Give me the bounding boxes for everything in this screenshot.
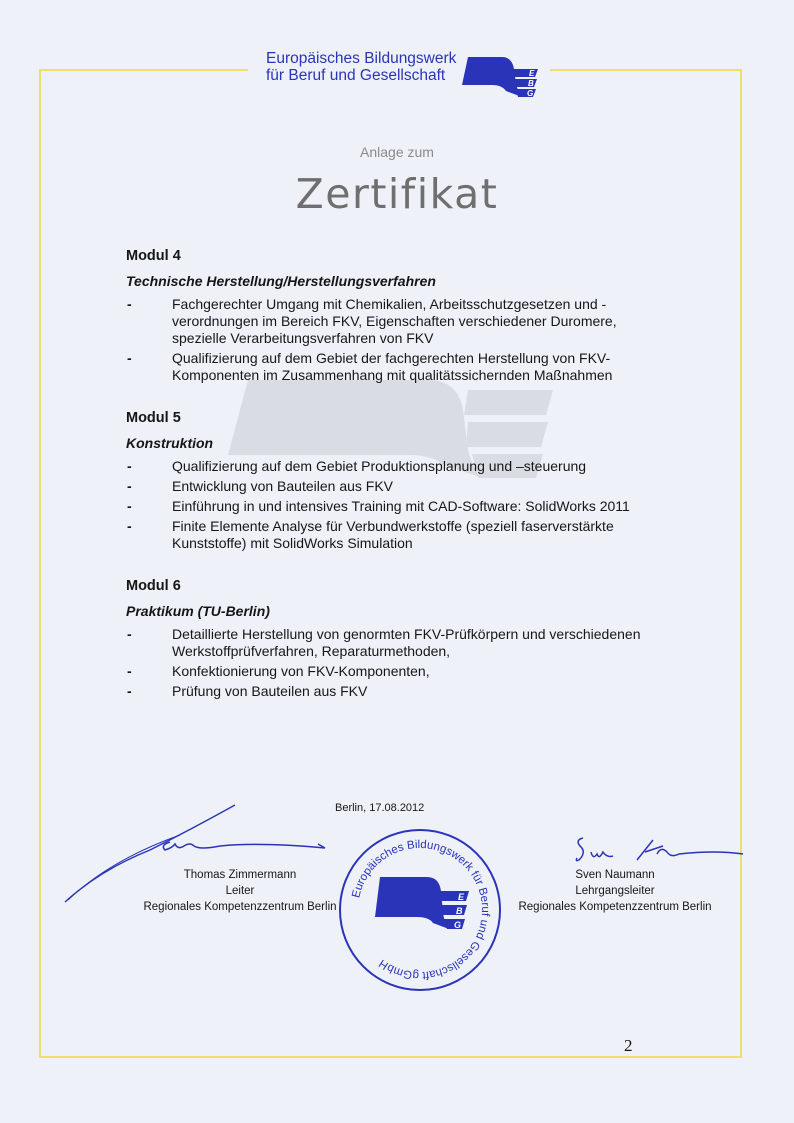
pretitle: Anlage zum [360,144,434,160]
module-heading: Modul 5 [126,410,181,426]
bullet-dash: - [127,663,132,679]
bullet-dash: - [127,683,132,699]
document-title: Zertifikat [295,170,499,218]
list-item: - Entwicklung von Bauteilen aus FKV [127,478,394,494]
module-4 [126,247,656,384]
bullet-dash: - [127,498,132,514]
module-subtitle: Konstruktion [126,435,214,451]
signatory-role: Lehrgangsleiter [575,885,655,897]
list-item: - Konfektionierung von FKV-Komponenten, [127,663,430,679]
bullet-dash: - [127,478,132,494]
list-item: - Detaillierte Herstellung von genormten FKV-Prüfkörpern und verschiedenen Werkstoffprüfverfahren, Reparaturmethoden, [127,626,641,659]
signatory-role: Leiter [225,885,255,897]
signatory-org: Regionales Kompetenzzentrum Berlin [143,901,337,913]
signature-right-icon [575,832,745,872]
org-name-line2: für Beruf und Gesellschaft [266,67,446,84]
stamp-letter-e: E [458,892,465,902]
logo-letter-g: G [527,89,534,98]
module-subtitle: Technische Herstellung/Herstellungsverfahren [126,273,436,289]
list-item: - Qualifizierung auf dem Gebiet Produktionsplanung und –steuerung [127,458,587,474]
bullet-dash: - [127,458,132,474]
stamp-letter-b: B [456,906,463,916]
bullet-dash: - [127,350,132,366]
bullet-dash: - [127,626,132,642]
ebg-logo-icon [462,55,542,101]
signatory-left [110,867,370,915]
stamp-letter-g: G [454,920,462,930]
signatory-name: Thomas Zimmermann [183,869,297,881]
list-item: - Finite Elemente Analyse für Verbundwerkstoffe (speziell faserverstärkte Kunststoffe) mit SolidWorks Simulation [127,518,614,551]
list-item: - Fachgerechter Umgang mit Chemikalien, Arbeitsschutzgesetzen und -verordnungen im Bereich FKV, Eigenschaften verschiedener Duromere, spezielle Verarbeitungsverfahren von FKV [127,296,617,346]
header-logo [266,50,542,101]
stamp-text: Europäisches Bildungswerk für Beruf und Gesellschaft gGmbH [350,838,492,982]
bullet-dash: - [127,296,132,312]
logo-letter-e: E [529,69,535,78]
module-heading: Modul 4 [126,248,181,264]
org-name [266,50,456,84]
module-6 [126,577,656,700]
modules-content [126,247,656,725]
list-item: - Prüfung von Bauteilen aus FKV [127,683,368,699]
logo-letter-b: B [528,79,535,88]
list-item: - Einführung in und intensives Training mit CAD-Software: SolidWorks 2011 [127,498,630,514]
page-number: 2 [624,1036,633,1055]
org-name-line1: Europäisches Bildungswerk [266,50,457,67]
official-stamp-icon [335,825,505,995]
issue-date: Berlin, 17.08.2012 [335,802,425,814]
signatory-name: Sven Naumann [575,869,655,881]
bullet-dash: - [127,518,132,534]
module-subtitle: Praktikum (TU-Berlin) [126,603,270,619]
module-heading: Modul 6 [126,578,181,594]
signatory-right [505,867,725,915]
module-5 [126,409,656,552]
signatory-org: Regionales Kompetenzzentrum Berlin [518,901,712,913]
list-item: - Qualifizierung auf dem Gebiet der fachgerechten Herstellung von FKV-Komponenten im Zusammenhang mit qualitätssichernden Maßnahmen [127,350,613,383]
